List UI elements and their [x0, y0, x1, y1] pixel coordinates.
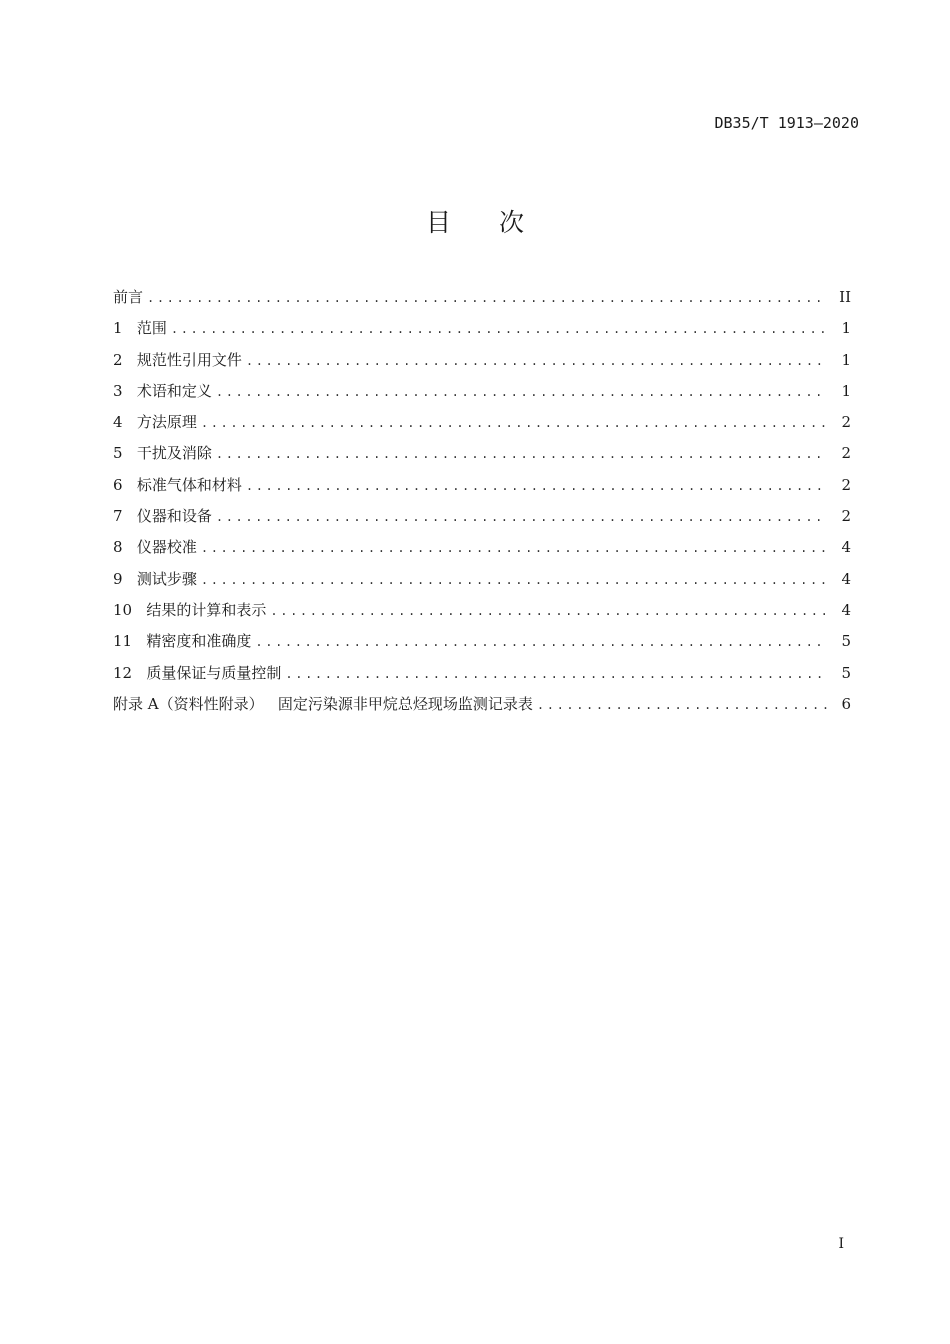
toc-entry-1[interactable] — [113, 317, 851, 348]
toc-entry-number: 7 — [113, 507, 137, 526]
toc-entry-page: 1 — [841, 350, 851, 369]
toc-entry-label: 术语和定义 — [136, 381, 212, 400]
toc-leader-dots — [255, 631, 827, 653]
toc-entry-page: 2 — [841, 444, 851, 463]
toc-entry-page: 2 — [841, 507, 851, 526]
toc-entry-label: 结果的计算和表示 — [146, 600, 267, 619]
toc-leader-dots — [285, 663, 827, 685]
toc-entry-number: 1 — [113, 319, 137, 338]
toc-entry-label: 范围 — [136, 319, 167, 338]
toc-entry-label: 精密度和准确度 — [146, 632, 252, 651]
toc-entry-page: 2 — [841, 475, 851, 494]
toc-entry-label: 标准气体和材料 — [136, 475, 242, 494]
toc-entry-page: 4 — [841, 600, 851, 619]
toc-entry-number: 4 — [113, 413, 137, 432]
toc-entry-2[interactable] — [113, 349, 851, 380]
toc-entry-label: 测试步骤 — [136, 569, 197, 588]
toc-entry-label: 质量保证与质量控制 — [146, 663, 282, 682]
toc-entry-number: 2 — [113, 350, 137, 369]
toc-entry-number: 9 — [113, 569, 137, 588]
document-code: DB35/T 1913—2020 — [714, 114, 859, 132]
toc-entry-label: 干扰及消除 — [136, 444, 212, 463]
toc-entry-page: 4 — [841, 538, 851, 557]
toc-entry-label: 规范性引用文件 — [136, 350, 242, 369]
toc-entry-9[interactable] — [113, 568, 851, 599]
toc-entry-label: 仪器校准 — [136, 538, 197, 557]
toc-entry-number: 3 — [113, 381, 137, 400]
toc-leader-dots — [171, 318, 827, 340]
toc-leader-dots — [270, 600, 827, 622]
toc-entry-appendix-a[interactable] — [113, 693, 851, 724]
toc-leader-dots — [201, 569, 827, 591]
toc-entry-page: 2 — [841, 413, 851, 432]
toc-entry-foreword[interactable] — [113, 286, 851, 317]
toc-entry-label: 方法原理 — [136, 413, 197, 432]
toc-entry-number: 10 — [113, 600, 147, 619]
toc-leader-dots — [216, 443, 827, 465]
toc-leader-dots — [246, 475, 827, 497]
toc-leader-dots — [201, 537, 827, 559]
toc-entry-4[interactable] — [113, 411, 851, 442]
toc-leader-dots — [216, 381, 827, 403]
page-title: 目次 — [425, 208, 572, 237]
toc-entry-number: 11 — [113, 632, 147, 651]
toc-leader-dots — [246, 350, 827, 372]
toc-leader-dots — [216, 506, 827, 528]
toc-entry-page: 5 — [841, 632, 851, 651]
toc-entry-number: 8 — [113, 538, 137, 557]
toc-entry-page: II — [839, 288, 851, 306]
toc-leader-dots — [201, 412, 827, 434]
toc-entry-3[interactable] — [113, 380, 851, 411]
toc-leader-dots — [537, 694, 827, 716]
toc-entry-number: 6 — [113, 475, 137, 494]
toc-entry-7[interactable] — [113, 505, 851, 536]
toc-entry-number: 12 — [113, 663, 147, 682]
toc-entry-label: 附录 A（资料性附录） 固定污染源非甲烷总烃现场监测记录表 — [113, 694, 533, 713]
toc-entry-12[interactable] — [113, 662, 851, 693]
toc-entry-number: 5 — [113, 444, 137, 463]
toc-entry-page: 1 — [841, 319, 851, 338]
toc-entry-page: 5 — [841, 663, 851, 682]
page-number: I — [838, 1236, 844, 1252]
toc-entry-page: 1 — [841, 381, 851, 400]
toc-entry-page: 4 — [841, 569, 851, 588]
table-of-contents — [113, 286, 851, 724]
toc-entry-10[interactable] — [113, 599, 851, 630]
toc-entry-6[interactable] — [113, 474, 851, 505]
toc-entry-label: 仪器和设备 — [136, 507, 212, 526]
toc-leader-dots — [147, 287, 827, 309]
toc-entry-11[interactable] — [113, 630, 851, 661]
toc-entry-page: 6 — [841, 694, 851, 713]
toc-entry-label: 前言 — [113, 288, 144, 306]
toc-entry-8[interactable] — [113, 536, 851, 567]
toc-entry-5[interactable] — [113, 442, 851, 473]
